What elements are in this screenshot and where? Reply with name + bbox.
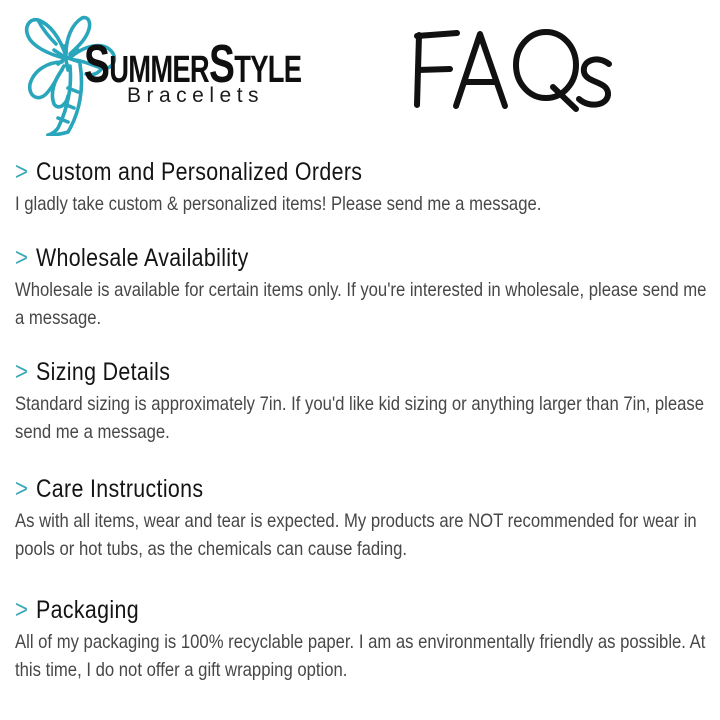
faq-heading-text: Packaging [36,596,139,624]
faq-heading [15,473,708,504]
faq-section-sizing [15,356,708,446]
faq-heading-text: Sizing Details [36,358,171,386]
faq-section-packaging [15,594,708,684]
brand-subtitle: Bracelets [127,84,265,107]
brand-wordmark-part: UMMER [109,49,209,91]
faq-heading [15,356,708,387]
faq-body: Standard sizing is approximately 7in. If you'd like kid sizing or anything larger than 7in, please send me a message. [15,393,704,443]
chevron-icon: > [15,356,29,386]
faq-heading [15,156,708,187]
brand-wordmark-part: S [84,34,110,94]
faq-heading [15,594,708,625]
chevron-icon: > [15,473,29,503]
faq-section-custom-orders [15,156,708,218]
faq-heading-text: Care Instructions [36,475,204,503]
faq-body: Wholesale is available for certain items only. If you're interested in wholesale, please send me a message. [15,279,707,329]
faq-body: As with all items, wear and tear is expected. My products are NOT recommended for wear in pools or hot tubs, as the chemicals can cause fading. [15,510,697,560]
page-title [410,26,622,112]
faq-list [15,156,708,684]
faq-heading-text: Wholesale Availability [36,244,249,272]
faq-body: All of my packaging is 100% recyclable paper. I am as environmentally friendly as possible. At this time, I do not offer a gift wrapping option. [15,631,706,681]
faq-heading [15,242,708,273]
faq-heading-text: Custom and Personalized Orders [36,158,363,186]
faq-body: I gladly take custom & personalized items! Please send me a message. [15,193,542,215]
brand-wordmark-part: TYLE [234,49,302,91]
faqs-lettering-icon [410,26,622,112]
brand-wordmark-part: S [208,34,235,94]
faq-section-care [15,473,708,563]
chevron-icon: > [15,156,29,186]
chevron-icon: > [15,242,29,272]
faq-section-wholesale [15,242,708,332]
chevron-icon: > [15,594,29,624]
